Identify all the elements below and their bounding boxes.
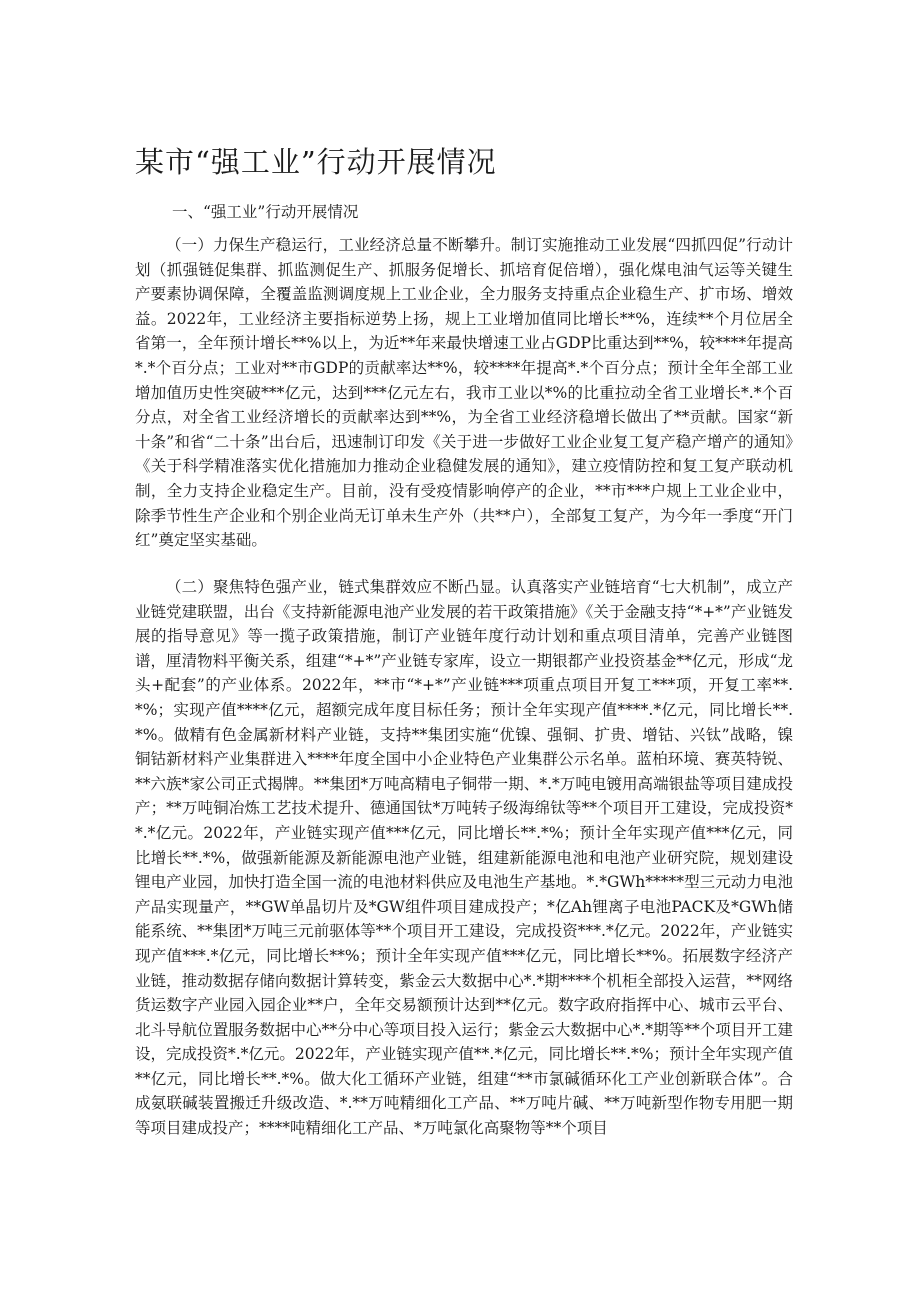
- section-heading: 一、“强工业”行动开展情况: [172, 203, 359, 221]
- paragraph-production-stability: （一）力保生产稳运行，工业经济总量不断攀升。制订实施推动工业发展“四抓四促”行动计划（抓强链促集群、抓监测促生产、抓服务促增长、抓培育促倍增），强化煤电油气运等关键生产要素协调保障，全覆盖监测调度规上工业企业，全力服务支持重点企业稳生产、扩市场、增效益。2022年，工业经济主要指标逆势上扬，规上工业增加值同比增长**%，连续**个月位居全省第一，全年预计增长**%以上，为近**年来最快增速工业占GDP比重达到**%，较****年提高*.*个百分点；工业对**市GDP的贡献率达**%，较****年提高*.*个百分点；预计全年全部工业增加值历史性突破***亿元，达到***亿元左右，我市工业以*%的比重拉动全省工业增长*.*个百分点，对全省工业经济增长的贡献率达到**%，为全省工业经济稳增长做出了**贡献。国家“新十条”和省“二十条”出台后，迅速制订印发《关于进一步做好工业企业复工复产稳产增产的通知》《关于科学精准落实优化措施加力推动企业稳健发展的通知》，建立疫情防控和复工复产联动机制，全力支持企业稳定生产。目前，没有受疫情影响停产的企业，**市***户规上工业企业中，除季节性生产企业和个别企业尚无订单未生产外（共**户），全部复工复产，为今年一季度“开门红”奠定坚实基础。: [135, 236, 793, 550]
- document-title: 某市“强工业”行动开展情况: [135, 145, 497, 179]
- paragraph-industry-chains: （二）聚焦特色强产业，链式集群效应不断凸显。认真落实产业链培育“七大机制”，成立产业链党建联盟，出台《支持新能源电池产业发展的若干政策措施》《关于金融支持“*+*”产业链发展的指导意见》等一揽子政策措施，制订产业链年度行动计划和重点项目清单，完善产业链图谱，厘清物料平衡关系，组建“*+*”产业链专家库，设立一期银都产业投资基金**亿元，形成“龙头+配套”的产业体系。2022年，**市“*+*”产业链***项重点项目开复工***项，开复工率**.*%；实现产值****亿元，超额完成年度目标任务；预计全年实现产值****.*亿元，同比增长**.*%。做精有色金属新材料产业链，支持**集团实施“优镍、强铜、扩贵、增钴、兴钛”战略，镍铜钴新材料产业集群进入****年度全国中小企业特色产业集群公示名单。蓝柏环境、赛英特锐、**六族*家公司正式揭牌。**集团*万吨高精电子铜带一期、*.*万吨电镀用高端银盐等项目建成投产；**万吨铜冶炼工艺技术提升、德通国钛*万吨转子级海绵钛等**个项目开工建设，完成投资**.*亿元。2022年，产业链实现产值***亿元，同比增长**.*%；预计全年实现产值***亿元，同比增长**.*%，做强新能源及新能源电池产业链，组建新能源电池和电池产业研究院，规划建设锂电产业园，加快打造全国一流的电池材料供应及电池生产基地。*.*GWh*****型三元动力电池产品实现量产，**GW单晶切片及*GW组件项目建成投产；*亿Ah锂离子电池PACK及*GWh储能系统、**集团*万吨三元前驱体等**个项目开工建设，完成投资***.*亿元。2022年，产业链实现产值***.*亿元，同比增长**%；预计全年实现产值***亿元，同比增长**%。拓展数字经济产业链，推动数据存储向数据计算转变，紫金云大数据中心*.*期****个机柜全部投入运营，**网络货运数字产业园入园企业**户，全年交易额预计达到**亿元。数字政府指挥中心、城市云平台、北斗导航位置服务数据中心**分中心等项目投入运行；紫金云大数据中心*.*期等**个项目开工建设，完成投资*.*亿元。2022年，产业链实现产值**.*亿元，同比增长**.*%；预计全年实现产值**亿元，同比增长**.*%。做大化工循环产业链，组建“**市氯碱循环化工产业创新联合体”。合成氨联碱装置搬迁升级改造、*.**万吨精细化工产品、**万吨片碱、**万吨新型作物专用肥一期等项目建成投产；****吨精细化工产品、*万吨氯化高聚物等**个项目: [135, 578, 793, 1138]
